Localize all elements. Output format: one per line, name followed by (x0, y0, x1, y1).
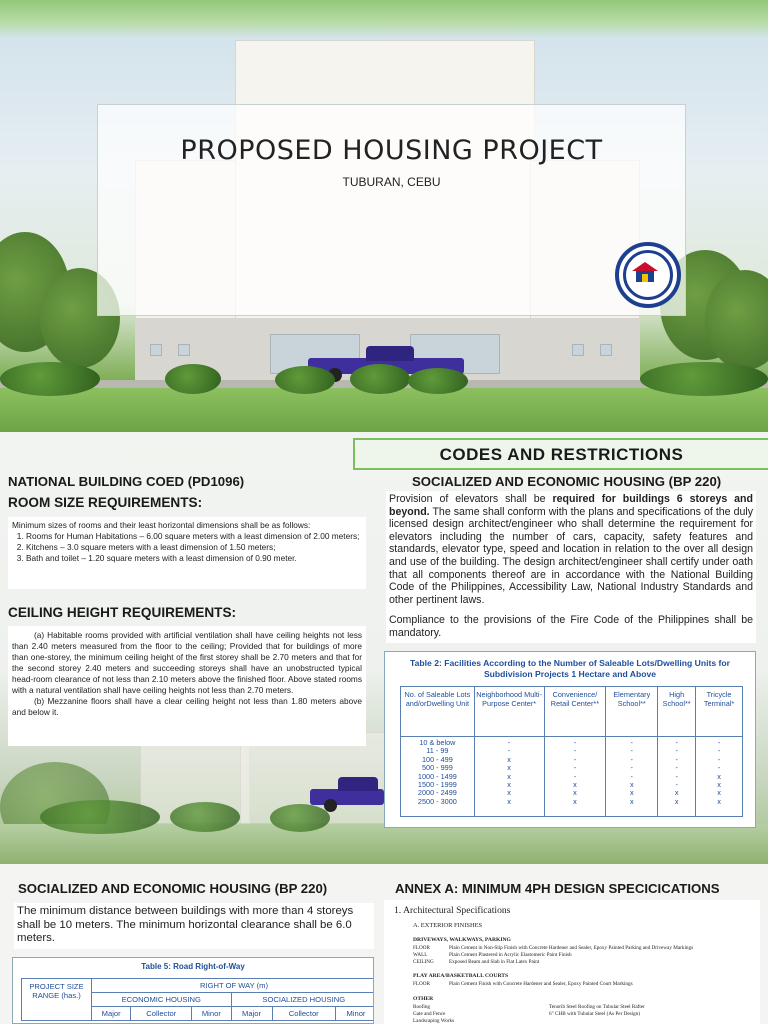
cell-value: - (675, 746, 678, 756)
annex-group-heading: OTHER (413, 996, 434, 1002)
column-header: RIGHT OF WAY (m) (92, 979, 375, 993)
cell-value: - (507, 738, 511, 747)
house-icon (632, 262, 658, 282)
cell-value: - (507, 746, 511, 756)
annex-row (413, 981, 633, 987)
table-caption: Table 5: Road Right-of-Way (141, 962, 245, 971)
cell-value: - (573, 754, 577, 764)
cell-value: - (630, 771, 633, 781)
column-header: Major (92, 1007, 131, 1021)
cell-value: x (507, 754, 511, 764)
window (600, 344, 612, 356)
shrub (40, 800, 160, 834)
building-distance-text: The minimum distance between buildings with more than 4 storeys shall be 10 meters. The minimum horizontal clearance shall be 6.0 meters. (14, 903, 374, 949)
elevator-text-body: The same shall conform with the plans and specifications of the duly licensed design architect/engineer who shall determine the requirement for elevators including the number of cars, capacity, safety features and standards, elevator type, speed and location in relation to the over all design and use of the building. The design architect/engineer shall certify under oath that all components thereof are in accordance with the National Building Code of the Philippines, Accessibility Law, National Industry Standards and other pertinent laws. (389, 505, 753, 606)
annex-row-value: Exposed Beam and Slab in Flat Latex Paint (449, 959, 540, 965)
list-item: 1. Rooms for Human Habitations – 6.00 square meters with a least dimension of 2.00 meters; (26, 531, 362, 542)
cell-value: - (630, 746, 633, 756)
room-size-list (26, 531, 362, 564)
annex-group-heading: PLAY AREA/BASKETBALL COURTS (413, 973, 509, 979)
table-cell (658, 737, 696, 817)
title-panel (97, 104, 686, 316)
annex-row-key: Roofing (413, 1004, 431, 1010)
facilities-table-panel (384, 651, 756, 828)
elevator-requirement-text (386, 491, 756, 643)
cell-value: x (674, 796, 679, 806)
column-header: Collector (272, 1007, 335, 1021)
cell-value: - (630, 738, 633, 747)
cell-value: - (573, 738, 577, 747)
cell-value: 2500 - 3000 (417, 796, 457, 806)
cell-value: - (675, 738, 678, 747)
fire-code-paragraph: Compliance to the provisions of the Fire Code of the Philippines shall be mandatory. (389, 614, 753, 639)
list-item: 2. Kitchens – 3.0 square meters with a least dimension of 1.50 meters; (26, 542, 362, 553)
window (178, 344, 190, 356)
table-caption: Table 2: Facilities According to the Number of Saleable Lots/Dwelling Units for Subdivision Projects 1 Hectare and Above (410, 658, 730, 679)
shrub (408, 368, 468, 394)
column-header: Collector (131, 1007, 192, 1021)
table-row (401, 737, 743, 817)
road-right-of-way-table-panel (12, 957, 374, 1024)
annex-row-key: CEILING (413, 959, 434, 965)
window (572, 344, 584, 356)
ceiling-clause-b: (b) Mezzanine floors shall have a clear ceiling height not less than 1.80 meters above and below it. (12, 696, 362, 717)
cell-value: x (507, 763, 511, 773)
lawn (0, 388, 768, 432)
shrub (350, 364, 410, 394)
elevator-paragraph (389, 493, 753, 606)
cell-value: - (675, 763, 678, 773)
cell-value: - (630, 754, 633, 764)
dhsud-seal-icon (615, 242, 681, 308)
annex-row (413, 1011, 640, 1017)
cell-value: x (629, 796, 634, 806)
table-cell (401, 737, 475, 817)
annex-row-value: Plain Cement Plastered in Acrylic Elastomeric Paint Finish (449, 952, 572, 958)
column-header: Tricycle Terminal* (696, 687, 743, 737)
annex-row-key: WALL (413, 952, 428, 958)
cell-value: x (629, 788, 634, 798)
cell-value: - (717, 754, 721, 764)
annex-row-value: 6" CHB with Tubular Steel (As Per Design) (549, 1011, 641, 1017)
cell-value: 2000 - 2499 (417, 788, 457, 798)
annex-row (413, 952, 572, 958)
shrub (270, 804, 330, 832)
cell-value: 1500 - 1999 (417, 780, 457, 790)
room-size-intro: Minimum sizes of rooms and their least horizontal dimensions shall be as follows: (12, 520, 311, 530)
annex-specifications-panel (384, 900, 760, 1024)
cell-value: x (507, 796, 511, 806)
annex-row (413, 945, 693, 951)
list-item: 3. Bath and toilet – 1.20 square meters with a least dimension of 0.90 meter. (26, 553, 362, 564)
cell-value: x (629, 780, 634, 790)
section-title: CODES AND RESTRICTIONS (439, 445, 684, 464)
cell-value: 100 - 499 (421, 754, 453, 764)
elevator-text-lead: Provision of elevators shall be (389, 493, 553, 505)
cell-value: x (573, 796, 577, 806)
ceiling-height-heading: CEILING HEIGHT REQUIREMENTS: (8, 605, 237, 620)
annex-row (413, 1018, 549, 1024)
shrub (640, 362, 768, 396)
shrub (170, 802, 240, 832)
column-header: Elementary School** (606, 687, 658, 737)
ceiling-height-panel (8, 626, 366, 746)
cell-value: - (675, 780, 678, 790)
cell-value: x (717, 780, 721, 790)
cell-value: x (507, 780, 511, 790)
table-row (22, 979, 375, 993)
facilities-table (400, 686, 743, 817)
column-header: PROJECT SIZE RANGE (has.) (22, 979, 92, 1021)
ceiling-clause-a: (a) Habitable rooms provided with artificial ventilation shall have ceiling heights not less than 2.40 meters measured from the floor to the ceiling; Provided that for buildings of more than one-storey, the minimum ceiling height of the first storey shall be 2.70 meters and that for the second storey 2.40 meters and succeeding storeys shall have an unobstructed typical head-room clearance of not less than 2.10 meters above the finished floor. Above stated rooms with a natural ventilation shall have ceiling heights not less than 2.70 meters. (12, 630, 362, 695)
cell-value: - (717, 738, 721, 747)
cell-value: - (675, 771, 678, 781)
column-header: Minor (192, 1007, 231, 1021)
cell-value: - (675, 754, 678, 764)
cell-value: - (573, 771, 577, 781)
cell-value: x (573, 780, 577, 790)
column-header: Major (231, 1007, 272, 1021)
column-header: High School** (658, 687, 696, 737)
column-header: Minor (335, 1007, 374, 1021)
annex-heading: ANNEX A: MINIMUM 4PH DESIGN SPECICICATIONS (395, 881, 720, 896)
table-cell (474, 737, 544, 817)
nbc-heading: NATIONAL BUILDING COED (PD1096) (8, 474, 245, 489)
annex-row-value: Plain Cement Finish with Concrete Hardener and Sealer, Epoxy Painted Court Markings (449, 981, 633, 987)
room-size-heading: ROOM SIZE REQUIREMENTS: (8, 495, 203, 510)
cell-value: 500 - 999 (421, 763, 453, 773)
cell-value: x (717, 771, 721, 781)
annex-row-key: Landscaping Works (413, 1018, 455, 1024)
cell-value: x (573, 788, 577, 798)
cell-value: x (507, 788, 511, 798)
room-size-panel (8, 517, 366, 589)
bp220-heading: SOCIALIZED AND ECONOMIC HOUSING (BP 220) (412, 474, 722, 489)
shrub (275, 366, 335, 394)
annex-row (413, 959, 539, 965)
table-cell (696, 737, 743, 817)
table-cell (606, 737, 658, 817)
cell-value: 1000 - 1499 (417, 771, 457, 781)
annex-row-key: Gate and Fence (413, 1011, 446, 1017)
page-title: PROPOSED HOUSING PROJECT (180, 135, 603, 166)
cell-value: - (717, 763, 721, 773)
cell-value: x (507, 771, 511, 781)
elevator-text-bold: required for buildings 6 storeys and beyond. (389, 493, 753, 518)
annex-row-value: Plain Cement in Non-Slip Finish with Concrete Hardener and Sealer, Epoxy Painted Parking and Driveway Markings (449, 945, 694, 951)
column-header: SOCIALIZED HOUSING (231, 993, 374, 1007)
cell-value: 10 & below (419, 738, 456, 747)
cell-value: - (573, 746, 577, 756)
annex-section-title: 1. Architectural Specifications (394, 905, 511, 916)
table-cell (544, 737, 606, 817)
annex-row (413, 1004, 645, 1010)
column-header: Convenience/ Retail Center** (544, 687, 606, 737)
cell-value: - (717, 746, 721, 756)
table-header-row (401, 687, 743, 737)
annex-subsection-title: A. EXTERIOR FINISHES (413, 922, 483, 929)
cell-value: 11 - 99 (426, 746, 449, 756)
column-header: No. of Saleable Lots and/orDwelling Unit (401, 687, 475, 737)
cell-value: x (717, 788, 721, 798)
annex-row-key: FLOOR (413, 945, 431, 951)
bp220-distance-heading: SOCIALIZED AND ECONOMIC HOUSING (BP 220) (18, 881, 328, 896)
project-location: TUBURAN, CEBU (342, 175, 441, 189)
annex-group-heading: DRIVEWAYS, WALKWAYS, PARKING (413, 937, 511, 943)
column-header: Neighborhood Multi-Purpose Center* (474, 687, 544, 737)
cell-value: - (573, 763, 577, 773)
annex-row-key: FLOOR (413, 981, 431, 987)
window (150, 344, 162, 356)
cell-value: x (717, 796, 721, 806)
cell-value: x (674, 788, 679, 798)
column-header: ECONOMIC HOUSING (92, 993, 232, 1007)
annex-row-value: Tenorib Steel Roofing on Tubular Steel Rafter (549, 1004, 645, 1010)
codes-banner (353, 438, 768, 470)
cell-value: - (630, 763, 633, 773)
top-green-band (0, 0, 768, 38)
road-right-of-way-table (21, 978, 374, 1021)
shrub (0, 362, 100, 396)
shrub (165, 364, 221, 394)
